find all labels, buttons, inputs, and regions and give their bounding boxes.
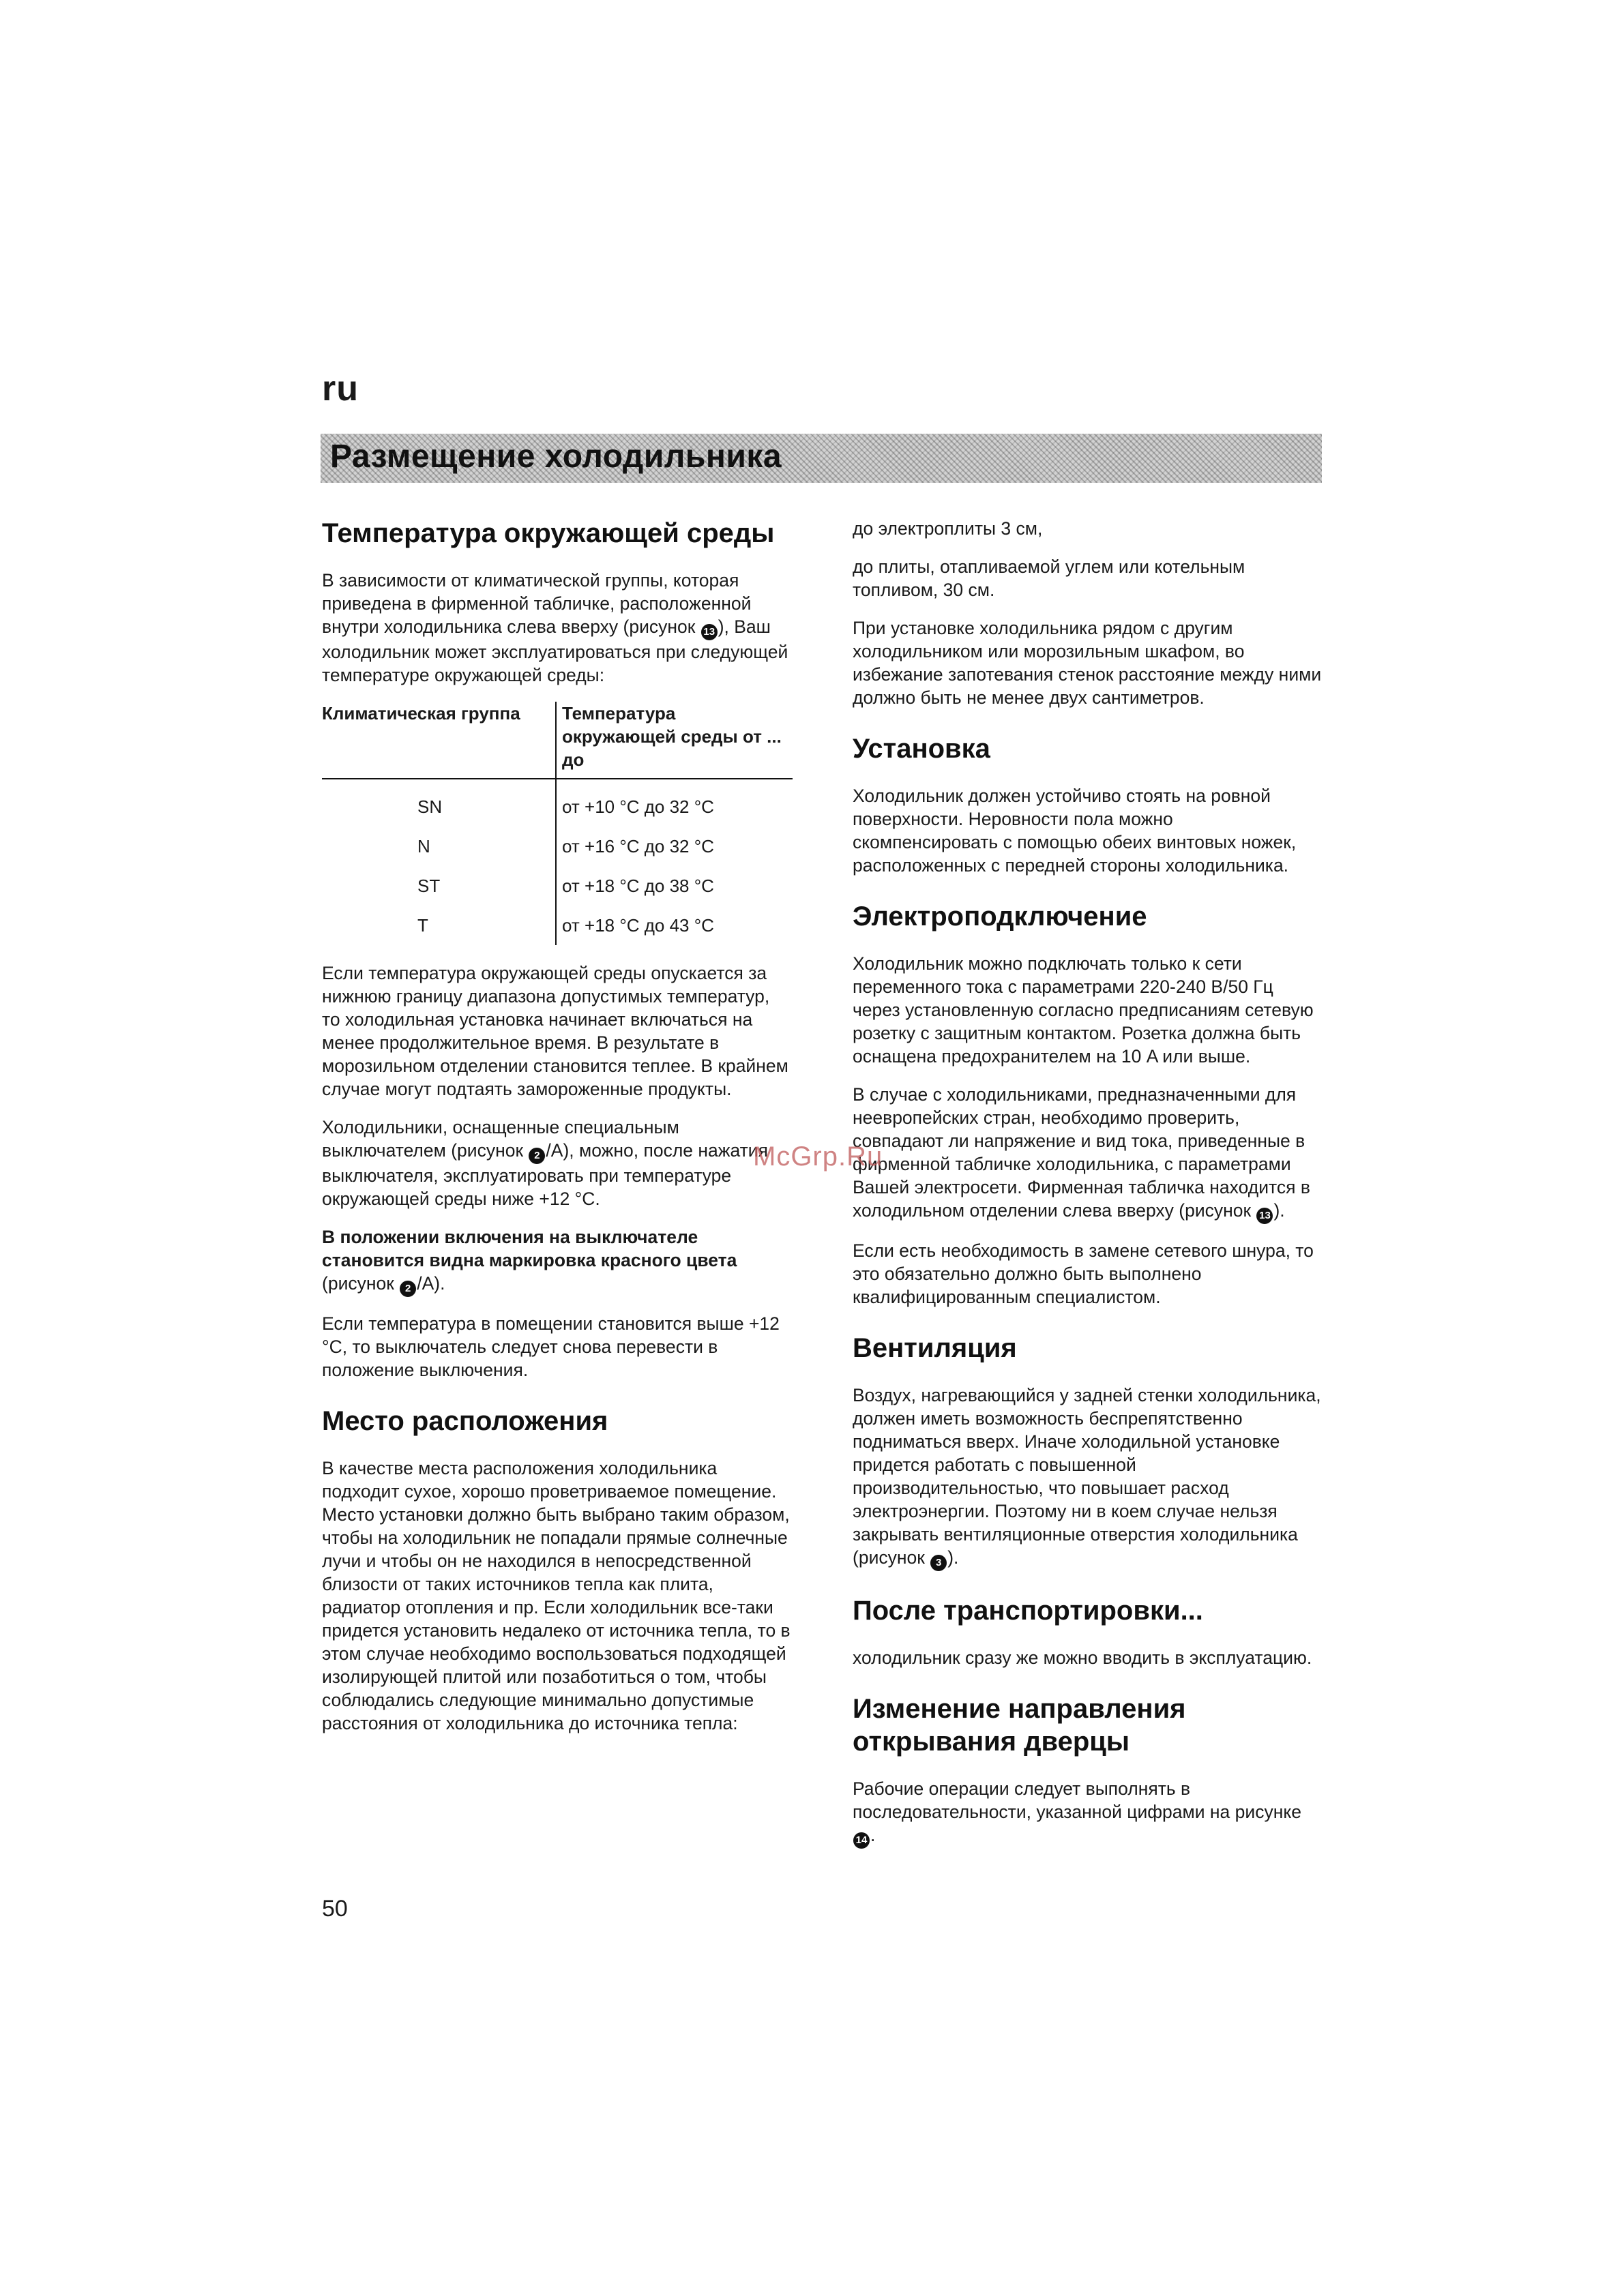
text-span: . <box>870 1825 876 1845</box>
table-cell-range: от +10 °C до 32 °C <box>556 779 793 826</box>
page-title: Размещение холодильника <box>330 438 782 475</box>
page-number: 50 <box>322 1896 348 1922</box>
text-span: /A). <box>417 1273 445 1294</box>
paragraph-ventilation <box>853 1384 1323 1571</box>
heading-electrical: Электроподключение <box>853 901 1147 931</box>
paragraph-climate-intro <box>322 569 793 687</box>
table-row <box>322 866 793 906</box>
text-span: ), Ваш холодильник может эксплуатироваться при следующей температуре окружающей среды: <box>322 616 788 685</box>
paragraph-electrical-1: Холодильник можно подключать только к сети переменного тока с параметрами 220-240 В/50 Гц через установленную согласно предписаниям сетевую розетку с защитным контактом. Розетка должна быть оснащена предохранителем на 10 A или выше. <box>853 953 1314 1067</box>
text-span: /A), можно, после нажатия выключателя, эксплуатировать при температуре окружающей среды ниже +12 °C. <box>322 1140 768 1209</box>
language-code: ru <box>322 369 359 408</box>
paragraph-coal-distance: до плиты, отапливаемой углем или котельным топливом, 30 см. <box>853 556 1245 600</box>
figure-ref-icon: 2 <box>400 1281 416 1297</box>
left-column <box>322 517 793 1750</box>
table-cell-range: от +18 °C до 38 °C <box>556 866 793 906</box>
paragraph-special-switch <box>322 1116 793 1210</box>
heading-location: Место расположения <box>322 1406 608 1436</box>
figure-ref-icon: 13 <box>1256 1208 1273 1224</box>
paragraph-electrical-3: Если есть необходимость в замене сетевого шнура, то это обязательно должно быть выполнено квалифицированным специалистом. <box>853 1240 1314 1307</box>
text-span: ). <box>947 1547 959 1568</box>
heading-ventilation: Вентиляция <box>853 1333 1017 1363</box>
text-span: (рисунок <box>322 1273 400 1294</box>
text-span: В случае с холодильниками, предназначенными для неевропейских стран, необходимо проверить, совпадают ли напряжение и вид тока, приведенные в фирменной табличке холодильника, с параметрами Вашей электросети. Фирменная табличка находится в холодильном отделении слева вверху (рисунок <box>853 1084 1310 1221</box>
paragraph-installation: Холодильник должен устойчиво стоять на ровной поверхности. Неровности пола можно скомпенсировать с помощью обеих винтовых ножек, расположенных с передней стороны холодильника. <box>853 786 1297 876</box>
figure-ref-icon: 13 <box>701 624 718 640</box>
paragraph-electrical-2 <box>853 1083 1323 1224</box>
heading-ambient-temperature: Температура окружающей среды <box>322 518 775 548</box>
paragraph-after-transport: холодильник сразу же можно вводить в эксплуатацию. <box>853 1648 1312 1668</box>
table-row <box>322 779 793 826</box>
paragraph-stove-distance: до электроплиты 3 см, <box>853 518 1043 539</box>
section-banner <box>321 434 1322 483</box>
text-span: Холодильники, оснащенные специальным выключателем (рисунок <box>322 1117 679 1161</box>
paragraph-low-temperature: Если температура окружающей среды опускается за нижнюю границу диапазона допустимых температур, то холодильная установка начинает включаться на менее продолжительное время. В результате в морозильном отделении становится теплее. В крайнем случае могут подтаять замороженные продукты. <box>322 963 788 1099</box>
table-cell-range: от +18 °C до 43 °C <box>556 906 793 945</box>
figure-ref-icon: 3 <box>930 1555 947 1571</box>
paragraph-location: В качестве места расположения холодильника подходит сухое, хорошо проветриваемое помещение. Место установки должно быть выбрано таким образом, чтобы на холодильник не попадали прямые солнечные лучи и чтобы он не находился в непосредственной близости от таких источников тепла как плита, радиатор отопления и пр. Если холодильник все-таки придется установить недалеко от источника тепла, то в этом случае необходимо воспользоваться подходящей изолирующей плитой или позаботиться о том, чтобы соблюдались следующие минимально допустимые расстояния от холодильника до источника тепла: <box>322 1458 791 1733</box>
climate-table <box>322 702 793 945</box>
table-header-temperature: Температура окружающей среды от ... до <box>556 702 793 779</box>
bold-text: В положении включения на выключателе становится видна маркировка красного цвета <box>322 1227 737 1270</box>
figure-ref-icon: 2 <box>529 1148 545 1164</box>
table-cell-group: T <box>417 915 428 936</box>
text-span: ). <box>1273 1200 1285 1221</box>
table-header-group: Климатическая группа <box>322 702 556 779</box>
paragraph-switch-marking <box>322 1225 793 1297</box>
heading-door-reversal: Изменение направления открывания дверцы <box>853 1694 1186 1757</box>
text-span: Воздух, нагревающийся у задней стенки холодильника, должен иметь возможность беспрепятственно подниматься вверх. Иначе холодильной установке придется работать с повышенной производительностью, что повышает расход электроэнергии. Поэтому ни в коем случае нельзя закрывать вентиляционные отверстия холодильника (рисунок <box>853 1385 1321 1568</box>
right-column <box>853 517 1323 1864</box>
table-row <box>322 906 793 945</box>
figure-ref-icon: 14 <box>853 1832 870 1849</box>
paragraph-switch-off: Если температура в помещении становится выше +12 °C, то выключатель следует снова перевести в положение выключения. <box>322 1313 780 1380</box>
paragraph-adjacent-units: При установке холодильника рядом с другим холодильником или морозильным шкафом, во избежание запотевания стенок расстояние между ними должно быть не менее двух сантиметров. <box>853 618 1322 708</box>
paragraph-door-reversal <box>853 1777 1323 1849</box>
text-span: Рабочие операции следует выполнять в последовательности, указанной цифрами на рисунке <box>853 1778 1301 1822</box>
table-cell-group: SN <box>417 796 443 817</box>
heading-after-transport: После транспортировки... <box>853 1596 1203 1626</box>
table-row <box>322 826 793 866</box>
heading-installation: Установка <box>853 734 990 764</box>
table-cell-group: ST <box>417 876 441 896</box>
table-cell-range: от +16 °C до 32 °C <box>556 826 793 866</box>
table-cell-group: N <box>417 836 430 856</box>
watermark: McGrp.Ru <box>753 1142 883 1172</box>
text-span: В зависимости от климатической группы, которая приведена в фирменной табличке, расположенной внутри холодильника слева вверху (рисунок <box>322 570 752 637</box>
